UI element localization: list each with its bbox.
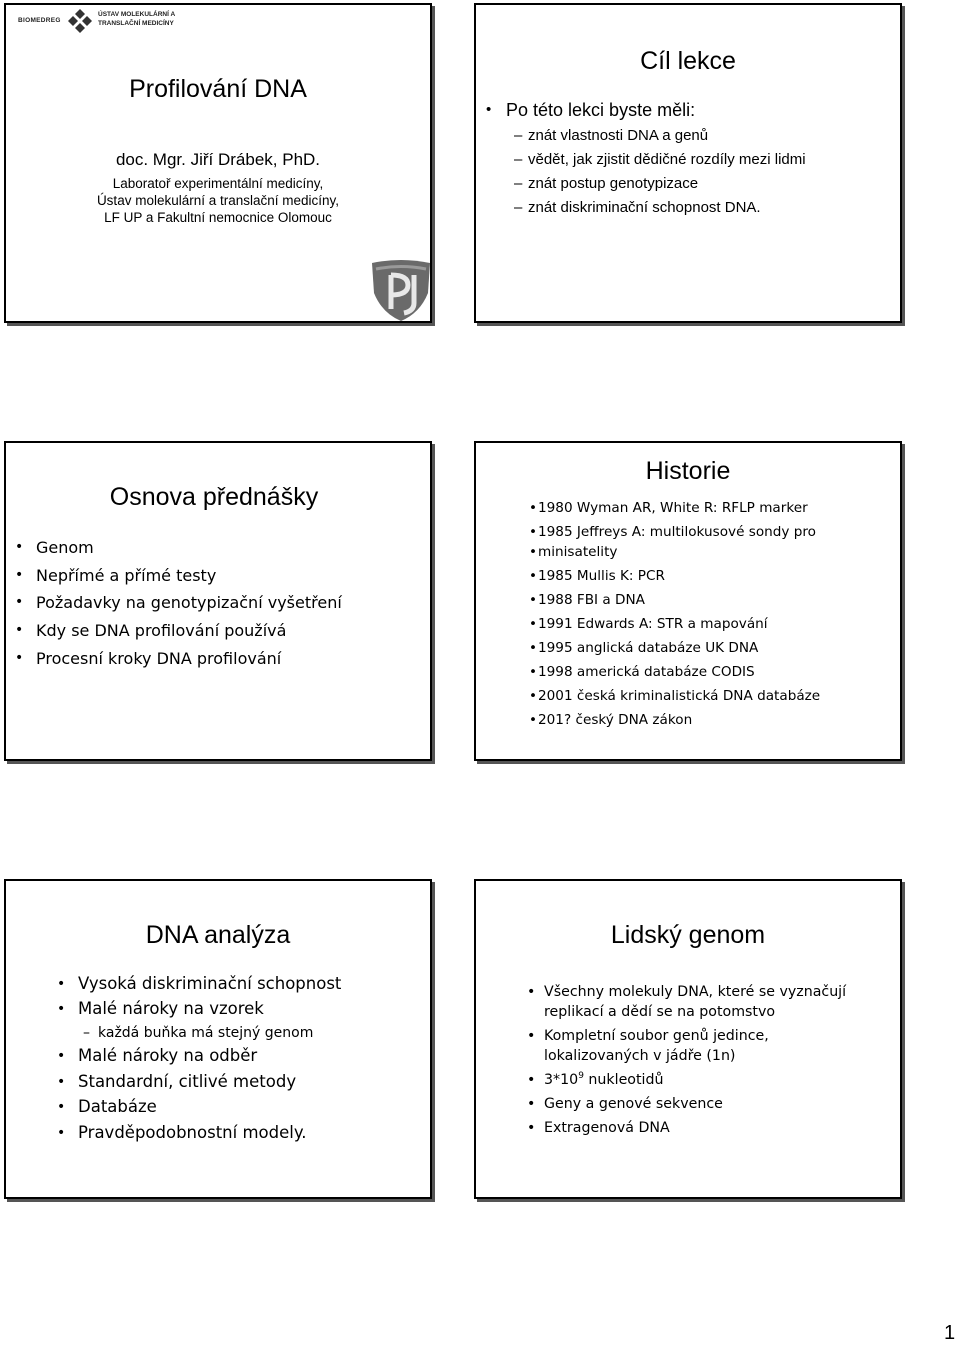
bullet-icon: • xyxy=(486,101,492,118)
outline-item: • Procesní kroky DNA profilování xyxy=(36,649,281,668)
analysis-item: • Malé nároky na odběr xyxy=(78,1046,257,1065)
genome-item-line: Kompletní soubor genů jedince, xyxy=(544,1028,769,1044)
genome-item xyxy=(527,982,847,1022)
history-item-cont: • minisatelity xyxy=(538,544,617,560)
ustav-line1: ÚSTAV MOLEKULÁRNÍ A xyxy=(98,11,176,18)
history-item: • 1998 americká databáze CODIS xyxy=(538,664,755,680)
history-item: • 1991 Edwards A: STR a mapování xyxy=(538,616,768,632)
history-item: • 1985 Mullis K: PCR xyxy=(538,568,665,584)
bullet-icon: • xyxy=(527,1072,536,1088)
genome-item-text: Geny a genové sekvence xyxy=(544,1096,723,1112)
genome-item-text: Extragenová DNA xyxy=(544,1120,670,1136)
analysis-subitem: – každá buňka má stejný genom xyxy=(98,1025,313,1041)
bullet-icon: • xyxy=(527,1120,536,1136)
outline-item: • Genom xyxy=(36,538,94,557)
genome-count-exponent: 9 xyxy=(578,1071,584,1081)
history-item: • 201? český DNA zákon xyxy=(538,712,692,728)
history-item: • 2001 česká kriminalistická DNA databáze xyxy=(538,688,820,704)
genome-count-unit: nukleotidů xyxy=(583,1072,664,1088)
goal-item: – vědět, jak zjistit dědičné rozdíly mezi lidmi xyxy=(514,151,806,168)
history-item: • 1980 Wyman AR, White R: RFLP marker xyxy=(538,500,808,516)
ustav-line2: TRANSLAČNÍ MEDICÍNY xyxy=(98,20,174,27)
slide-goals xyxy=(474,3,902,323)
analysis-item: • Databáze xyxy=(78,1097,157,1116)
slide4-title: Historie xyxy=(645,457,731,485)
analysis-item: • Pravděpodobnostní modely. xyxy=(78,1123,307,1142)
slide-title xyxy=(4,3,432,323)
history-item: • 1988 FBI a DNA xyxy=(538,592,645,608)
genome-item xyxy=(527,1094,723,1114)
goal-item: – znát diskriminační schopnost DNA. xyxy=(514,199,761,216)
slide6-title: Lidský genom xyxy=(610,921,766,949)
slide1-title: Profilování DNA xyxy=(129,75,307,103)
slide-history xyxy=(474,441,902,761)
goals-intro-text: Po této lekci byste měli: xyxy=(506,100,696,120)
goal-item: – znát postup genotypizace xyxy=(514,175,699,192)
goals-intro xyxy=(486,100,696,121)
analysis-item: • Vysoká diskriminační schopnost xyxy=(78,974,341,993)
genome-item xyxy=(527,1070,664,1090)
genome-count-base: 3*10 xyxy=(544,1072,579,1088)
slide-dna-analysis xyxy=(4,879,432,1199)
ustav-logo-icon xyxy=(65,7,95,37)
genome-item-line: lokalizovaných v jádře (1n) xyxy=(544,1048,736,1064)
bullet-icon: • xyxy=(527,1096,536,1112)
history-item: • 1995 anglická databáze UK DNA xyxy=(538,640,758,656)
slide3-title: Osnova přednášky xyxy=(109,483,319,511)
header-logos xyxy=(10,7,210,39)
genome-item xyxy=(527,1026,769,1066)
outline-item: • Požadavky na genotypizační vyšetření xyxy=(36,593,342,612)
slide2-title: Cíl lekce xyxy=(640,47,736,75)
upol-logo-icon xyxy=(370,259,432,323)
affiliation-line: LF UP a Fakultní nemocnice Olomouc xyxy=(104,210,332,225)
bullet-icon: • xyxy=(527,1028,536,1044)
outline-item: • Nepřímé a přímé testy xyxy=(36,566,216,585)
affiliation xyxy=(6,175,430,226)
slide-human-genome xyxy=(474,879,902,1199)
goal-item: – znát vlastnosti DNA a genů xyxy=(514,127,709,144)
history-item: • 1985 Jeffreys A: multilokusové sondy pro xyxy=(538,524,816,540)
author: doc. Mgr. Jiří Drábek, PhD. xyxy=(115,150,321,169)
genome-item xyxy=(527,1118,670,1138)
ustav-logo-text xyxy=(98,10,175,28)
page-number: 1 xyxy=(944,1322,956,1344)
genome-item-line: Všechny molekuly DNA, které se vyznačují xyxy=(544,984,847,1000)
affiliation-line: Ústav molekulární a translační medicíny, xyxy=(96,193,340,208)
affiliation-line: Laboratoř experimentální medicíny, xyxy=(112,176,324,191)
analysis-item: • Malé nároky na vzorek xyxy=(78,999,264,1018)
slide5-title: DNA analýza xyxy=(145,921,291,949)
slide-outline xyxy=(4,441,432,761)
outline-item: • Kdy se DNA profilování používá xyxy=(36,621,286,640)
bullet-icon: • xyxy=(527,984,536,1000)
analysis-item: • Standardní, citlivé metody xyxy=(78,1072,296,1091)
genome-item-line: replikací a dědí se na potomstvo xyxy=(544,1004,776,1020)
biomedreg-logo-text: BIOMEDREG xyxy=(18,17,61,24)
